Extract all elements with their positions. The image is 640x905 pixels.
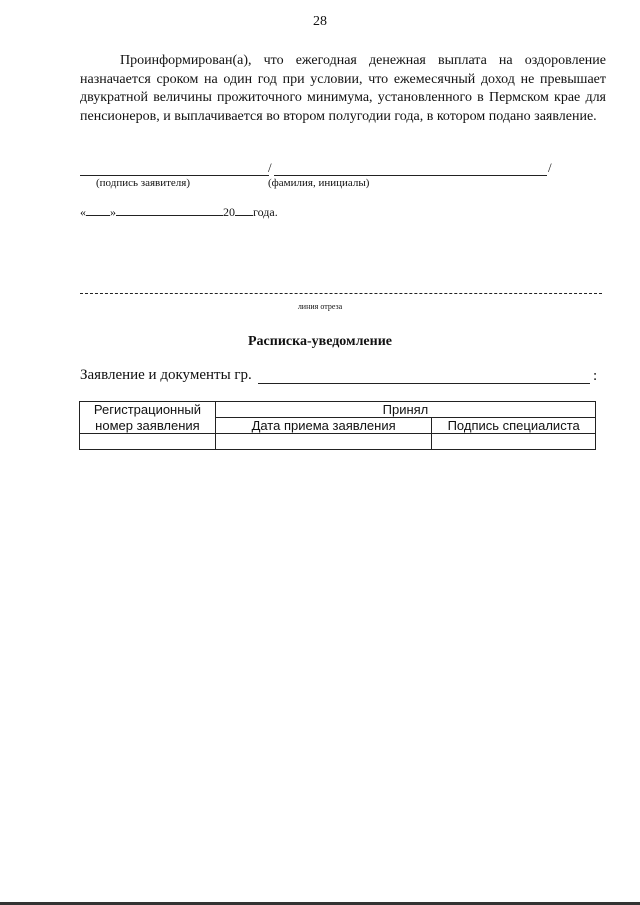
date-line: [80, 205, 278, 220]
day-blank[interactable]: [86, 205, 110, 216]
name-underline[interactable]: [274, 175, 547, 176]
reg-number-header-bottom: номер заявления: [80, 418, 216, 434]
information-paragraph: Проинформирован(а), что ежегодная денежная выплата на оздоровление назначается сроком на один год при условии, что ежемесячный доход не превышает двукратной величины прожиточного минимума, установленного в Пермском крае для пенсионеров, и выплачивается во втором полугодии года, в котором подано заявление.: [80, 53, 606, 124]
year-blank[interactable]: [235, 205, 253, 216]
registration-table: [79, 401, 596, 450]
documents-label: Заявление и документы гр.: [80, 367, 252, 383]
specialist-signature-cell[interactable]: [432, 434, 596, 450]
signature-slash-right: /: [548, 160, 552, 175]
date-received-header: Дата приема заявления: [215, 418, 431, 434]
signature-slash-left: /: [268, 160, 272, 175]
date-open-quote: «: [80, 205, 86, 219]
applicant-name-underline[interactable]: [258, 383, 590, 384]
cut-line: [80, 293, 602, 294]
year-suffix: года.: [253, 205, 278, 219]
date-close-quote: »: [110, 205, 116, 219]
signature-caption: (подпись заявителя): [96, 177, 191, 189]
date-received-cell[interactable]: [215, 434, 431, 450]
reg-number-header-top: Регистрационный: [80, 402, 216, 418]
year-prefix: 20: [223, 205, 235, 219]
receipt-title: Расписка-уведомление: [248, 334, 392, 349]
table-row: [80, 434, 596, 450]
documents-colon: :: [593, 368, 598, 384]
table-header-row-2: [80, 418, 596, 434]
month-blank[interactable]: [116, 205, 223, 216]
specialist-signature-header: Подпись специалиста: [432, 418, 596, 434]
signature-underline[interactable]: [80, 175, 269, 176]
accepted-header: Принял: [215, 402, 595, 418]
name-caption: (фамилия, инициалы): [268, 177, 370, 189]
cut-line-label: линия отреза: [297, 302, 343, 311]
table-header-row-1: [80, 402, 596, 418]
reg-number-cell[interactable]: [80, 434, 216, 450]
page-number: 28: [313, 14, 327, 29]
